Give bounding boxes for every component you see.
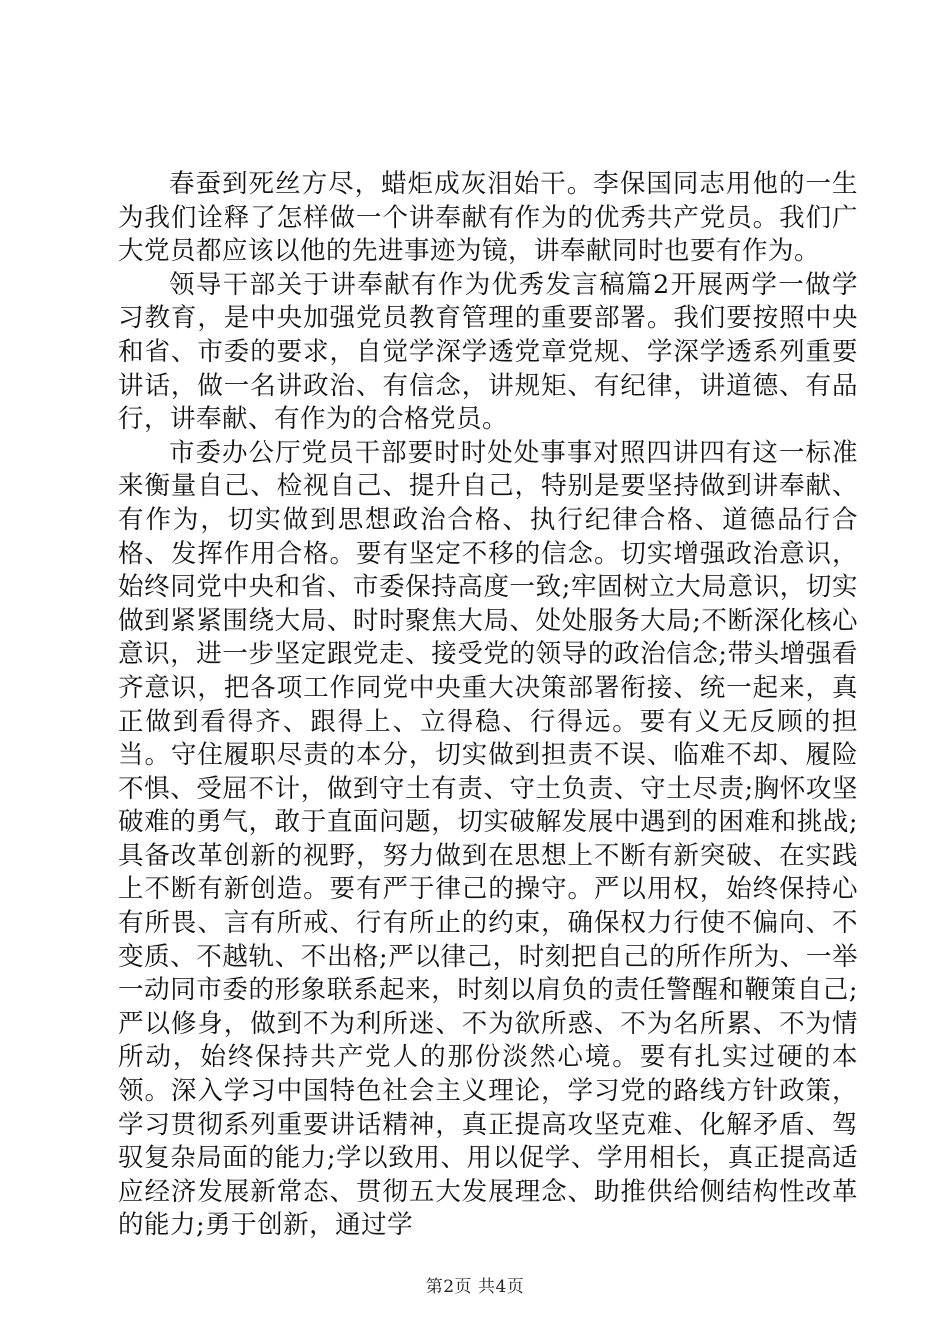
page-footer: 第2页 共4页	[425, 1277, 525, 1297]
paragraph-1: 春蚕到死丝方尽，蜡炬成灰泪始干。李保国同志用他的一生为我们诠释了怎样做一个讲奉献有作为的优秀共产党员。我们广大党员都应该以他的先进事迹为镜，讲奉献同时也要有作为。	[118, 169, 858, 267]
document-body	[118, 168, 858, 1243]
paragraph-3: 市委办公厅党员干部要时时处处事事对照四讲四有这一标准来衡量自己、检视自己、提升自己，特别是要坚持做到讲奉献、有作为，切实做到思想政治合格、执行纪律合格、道德品行合格、发挥作用合格。要有坚定不移的信念。切实增强政治意识，始终同党中央和省、市委保持高度一致;牢固树立大局意识，切实做到紧紧围绕大局、时时聚焦大局、处处服务大局;不断深化核心意识，进一步坚定跟党走、接受党的领导的政治信念;带头增强看齐意识，把各项工作同党中央重大决策部署衔接、统一起来，真正做到看得齐、跟得上、立得稳、行得远。要有义无反顾的担当。守住履职尽责的本分，切实做到担责不误、临难不却、履险不惧、受屈不计，做到守土有责、守土负责、守土尽责;胸怀攻坚破难的勇气，敢于直面问题，切实破解发展中遇到的困难和挑战;具备改革创新的视野，努力做到在思想上不断有新突破、在实践上不断有新创造。要有严于律己的操守。严以用权，始终保持心有所畏、言有所戒、行有所止的约束，确保权力行使不偏向、不变质、不越轨、不出格;严以律己，时刻把自己的所作所为、一举一动同市委的形象联系起来，时刻以肩负的责任警醒和鞭策自己;严以修身，做到不为利所迷、不为欲所惑、不为名所累、不为情所动，始终保持共产党人的那份淡然心境。要有扎实过硬的本领。深入学习中国特色社会主义理论，学习党的路线方针政策，学习贯彻系列重要讲话精神，真正提高攻坚克难、化解矛盾、驾驭复杂局面的能力;学以致用、用以促学、学用相长，真正提高适应经济发展新常态、贯彻五大发展理念、助推供给侧结构性改革的能力;勇于创新，通过学	[118, 437, 858, 1241]
paragraph-2: 领导干部关于讲奉献有作为优秀发言稿篇2开展两学一做学习教育，是中央加强党员教育管理的重要部署。我们要按照中央和省、市委的要求，自觉学深学透党章党规、学深学透系列重要讲话，做一名讲政治、有信念，讲规矩、有纪律，讲道德、有品行，讲奉献、有作为的合格党员。	[118, 269, 858, 435]
